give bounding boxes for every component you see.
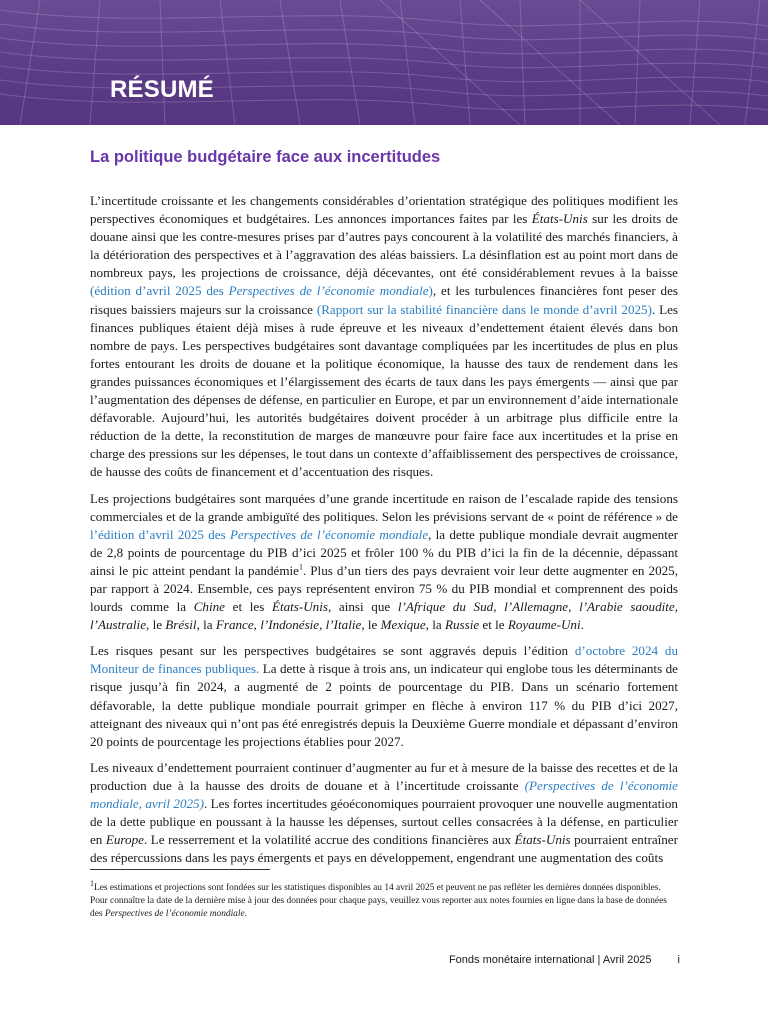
country-name: États-Unis xyxy=(531,211,588,227)
text: L’incertitude croissante et les changements considérables d’orientation stratégique des politiques modifient les perspectives économiques et budgétaires. Les annonces importances faites par les xyxy=(90,193,678,227)
country-name: Mexique xyxy=(380,617,426,633)
footer-text: Fonds monétaire international | Avril 2025 xyxy=(448,954,652,966)
text: sur les droits de douane ainsi que les contre-mesures prises par d’autres pays concourent à la volatilité des marchés financiers, à la détérioration des perspectives et à l’aggravation des aléas baissiers. La désinflation est au point mort dans de nombreux pays, les projections de croissance, déjà décevantes, ont été considérablement revues à la baisse xyxy=(90,211,678,281)
country-name: l’Italie xyxy=(325,617,362,633)
region-name: Europe xyxy=(105,832,144,848)
text: et le xyxy=(479,617,508,633)
gfsr-link[interactable]: (Rapport sur la stabilité financière dans le monde d’avril 2025) xyxy=(316,301,652,317)
text: , xyxy=(568,599,580,615)
country-name: Brésil xyxy=(165,617,197,633)
country-name: l’Australie xyxy=(90,617,147,633)
text: . Les fortes incertitudes géoéconomiques pourraient provoquer une nouvelle augmentation de la dette publique en poussant à la hausse les dépenses, surtout celles consacrées à la défense, en particulier en xyxy=(90,796,678,848)
footnote-text: . xyxy=(244,909,247,920)
weo-link[interactable]: (Perspectives de l’économie mondiale, avril 2025) xyxy=(90,777,678,811)
text: Les niveaux d’endettement pourraient continuer d’augmenter au fur et à mesure de la baisse des recettes et de la production due à la hausse des droits de douane et à l’incertitude croissante xyxy=(90,759,678,793)
country-name: Chine xyxy=(193,599,225,615)
country-name: États-Unis xyxy=(271,599,328,615)
link-text: Perspectives de l’économie mondiale xyxy=(228,283,429,299)
text: et les xyxy=(224,599,272,615)
text: , xyxy=(674,599,679,615)
text: Les risques pesant sur les perspectives budgétaires se sont aggravés depuis l’édition xyxy=(90,643,575,659)
weo-link[interactable] xyxy=(90,527,428,542)
text: , xyxy=(253,617,261,633)
footnote-text: Perspectives de l’économie mondiale xyxy=(104,909,245,920)
country-name: l’Afrique du Sud xyxy=(397,599,494,615)
text: , xyxy=(319,617,326,633)
text: , la dette publique mondiale devrait augmenter de 2,8 points de pourcentage du PIB d’ici 2025 et frôler 100 % du PIB d’ici la fin de la décennie, dépassant ainsi le pic atteint pendant la pandémie xyxy=(90,526,678,578)
country-name: France xyxy=(215,617,254,633)
footnote-ref[interactable]: 1 xyxy=(298,562,303,572)
page-number: i xyxy=(677,954,680,966)
text: Les projections budgétaires sont marquées d’une grande incertitude en raison de l’escalade rapide des tensions commerciales et de la grande ambiguïté des politiques. Selon les prévisions servant de « point de référence » de xyxy=(90,490,678,524)
text: . Les finances publiques étaient déjà mises à rude épreuve et les niveaux d’endettement étaient élevés dans bon nombre de pays. Les perspectives budgétaires sont davantage compliquées par les incertitudes de plus en plus fortes entourant les droits de douane et la politique économique, la hausse des taux de rendement dans les grandes puissances économiques et l’élargissement des écarts de taux dans les pays émergents — ainsi que par l’augmentation des dépenses de défense, en particulier en Europe, et par un environnement d’aide internationale défavorable. Aujourd’hui, les autorités budgétaires doivent procéder à un arbitrage plus difficile entre la réduction de la dette, la reconstitution de marges de manœuvre pour faire face aux incertitudes et la prise en charge des pressions sur les dépenses, le tout dans un contexte d’affaiblissement des perspectives de croissance, de hausse des coûts de financement et d’accentuation des risques. xyxy=(90,301,678,480)
paragraph-4 xyxy=(90,759,678,868)
footnote-divider xyxy=(90,869,270,870)
text: . Plus d’un tiers des pays devraient voir leur dette augmenter en 2025, par rapport à 2024. Ensemble, ces pays représentent environ 75 % du PIB mondial et comprennent des poids lourds comme la xyxy=(90,562,678,615)
country-name: États-Unis xyxy=(514,832,571,848)
text: . xyxy=(580,617,584,633)
text: , xyxy=(493,599,505,615)
link-text: ) xyxy=(428,283,433,299)
link-text: (édition d’avril 2025 des xyxy=(90,283,229,299)
country-name: l’Allemagne xyxy=(504,599,569,615)
text: , le xyxy=(361,617,381,633)
wireframe-mesh-decoration xyxy=(0,0,768,125)
text: , ainsi que xyxy=(327,599,398,615)
text: , la xyxy=(425,617,445,633)
weo-link[interactable] xyxy=(90,283,433,298)
paragraph-1 xyxy=(90,192,678,482)
text: , la xyxy=(196,617,216,633)
link-text: Perspectives de l’économie mondiale xyxy=(229,526,429,542)
link-text: l’édition d’avril 2025 des xyxy=(90,526,230,542)
text: , et les turbulences financières font peser des risques baissiers majeurs sur la croissance xyxy=(90,283,678,317)
paragraph-2 xyxy=(90,490,678,635)
text: , le xyxy=(146,617,166,633)
country-name: l’Indonésie xyxy=(260,617,320,633)
header-title: RÉSUMÉ xyxy=(110,76,214,103)
fiscal-monitor-link[interactable]: d’octobre 2024 du Moniteur de finances publiques. xyxy=(90,643,678,677)
country-name: Russie xyxy=(444,617,480,633)
country-name: l’Arabie saoudite xyxy=(579,599,675,615)
header-banner xyxy=(0,0,768,125)
footnote-text: Les estimations et projections sont fondées sur les statistiques disponibles au 14 avril 2025 et peuvent ne pas refléter les dernières données disponibles. Pour connaître la date de la dernière mise à jour des données pour chaque pays, veuillez vous reporter aux notes fournies en ligne dans la base de données des xyxy=(90,883,667,920)
page-footer xyxy=(449,954,680,966)
section-title: La politique budgétaire face aux incertitudes xyxy=(90,148,441,166)
body-text xyxy=(90,192,678,875)
footnote xyxy=(90,878,680,922)
paragraph-3 xyxy=(90,642,678,751)
text: pourraient entraîner des répercussions dans les pays émergents et pays en développement, engendrant une augmentation des coûts xyxy=(90,832,678,866)
footnote-mark: 1 xyxy=(90,878,94,888)
country-name: Royaume-Uni xyxy=(507,617,581,633)
text: . Le resserrement et la volatilité accrue des conditions financières aux xyxy=(143,832,515,848)
text: La dette à risque à trois ans, un indicateur qui englobe tous les déterminants de risque jusqu’à fin 2024, a augmenté de 2 points de pourcentage du PIB. Dans un scénario fortement défavorable, la dette publique mondiale pourrait grimper en flèche à environ 117 % du PIB d’ici 2027, atteignant des niveaux qui n’ont pas été enregistrés depuis la Deuxième Guerre mondiale et dépassant d’environ 20 points de pourcentage les projections établies pour 2027. xyxy=(90,661,678,749)
